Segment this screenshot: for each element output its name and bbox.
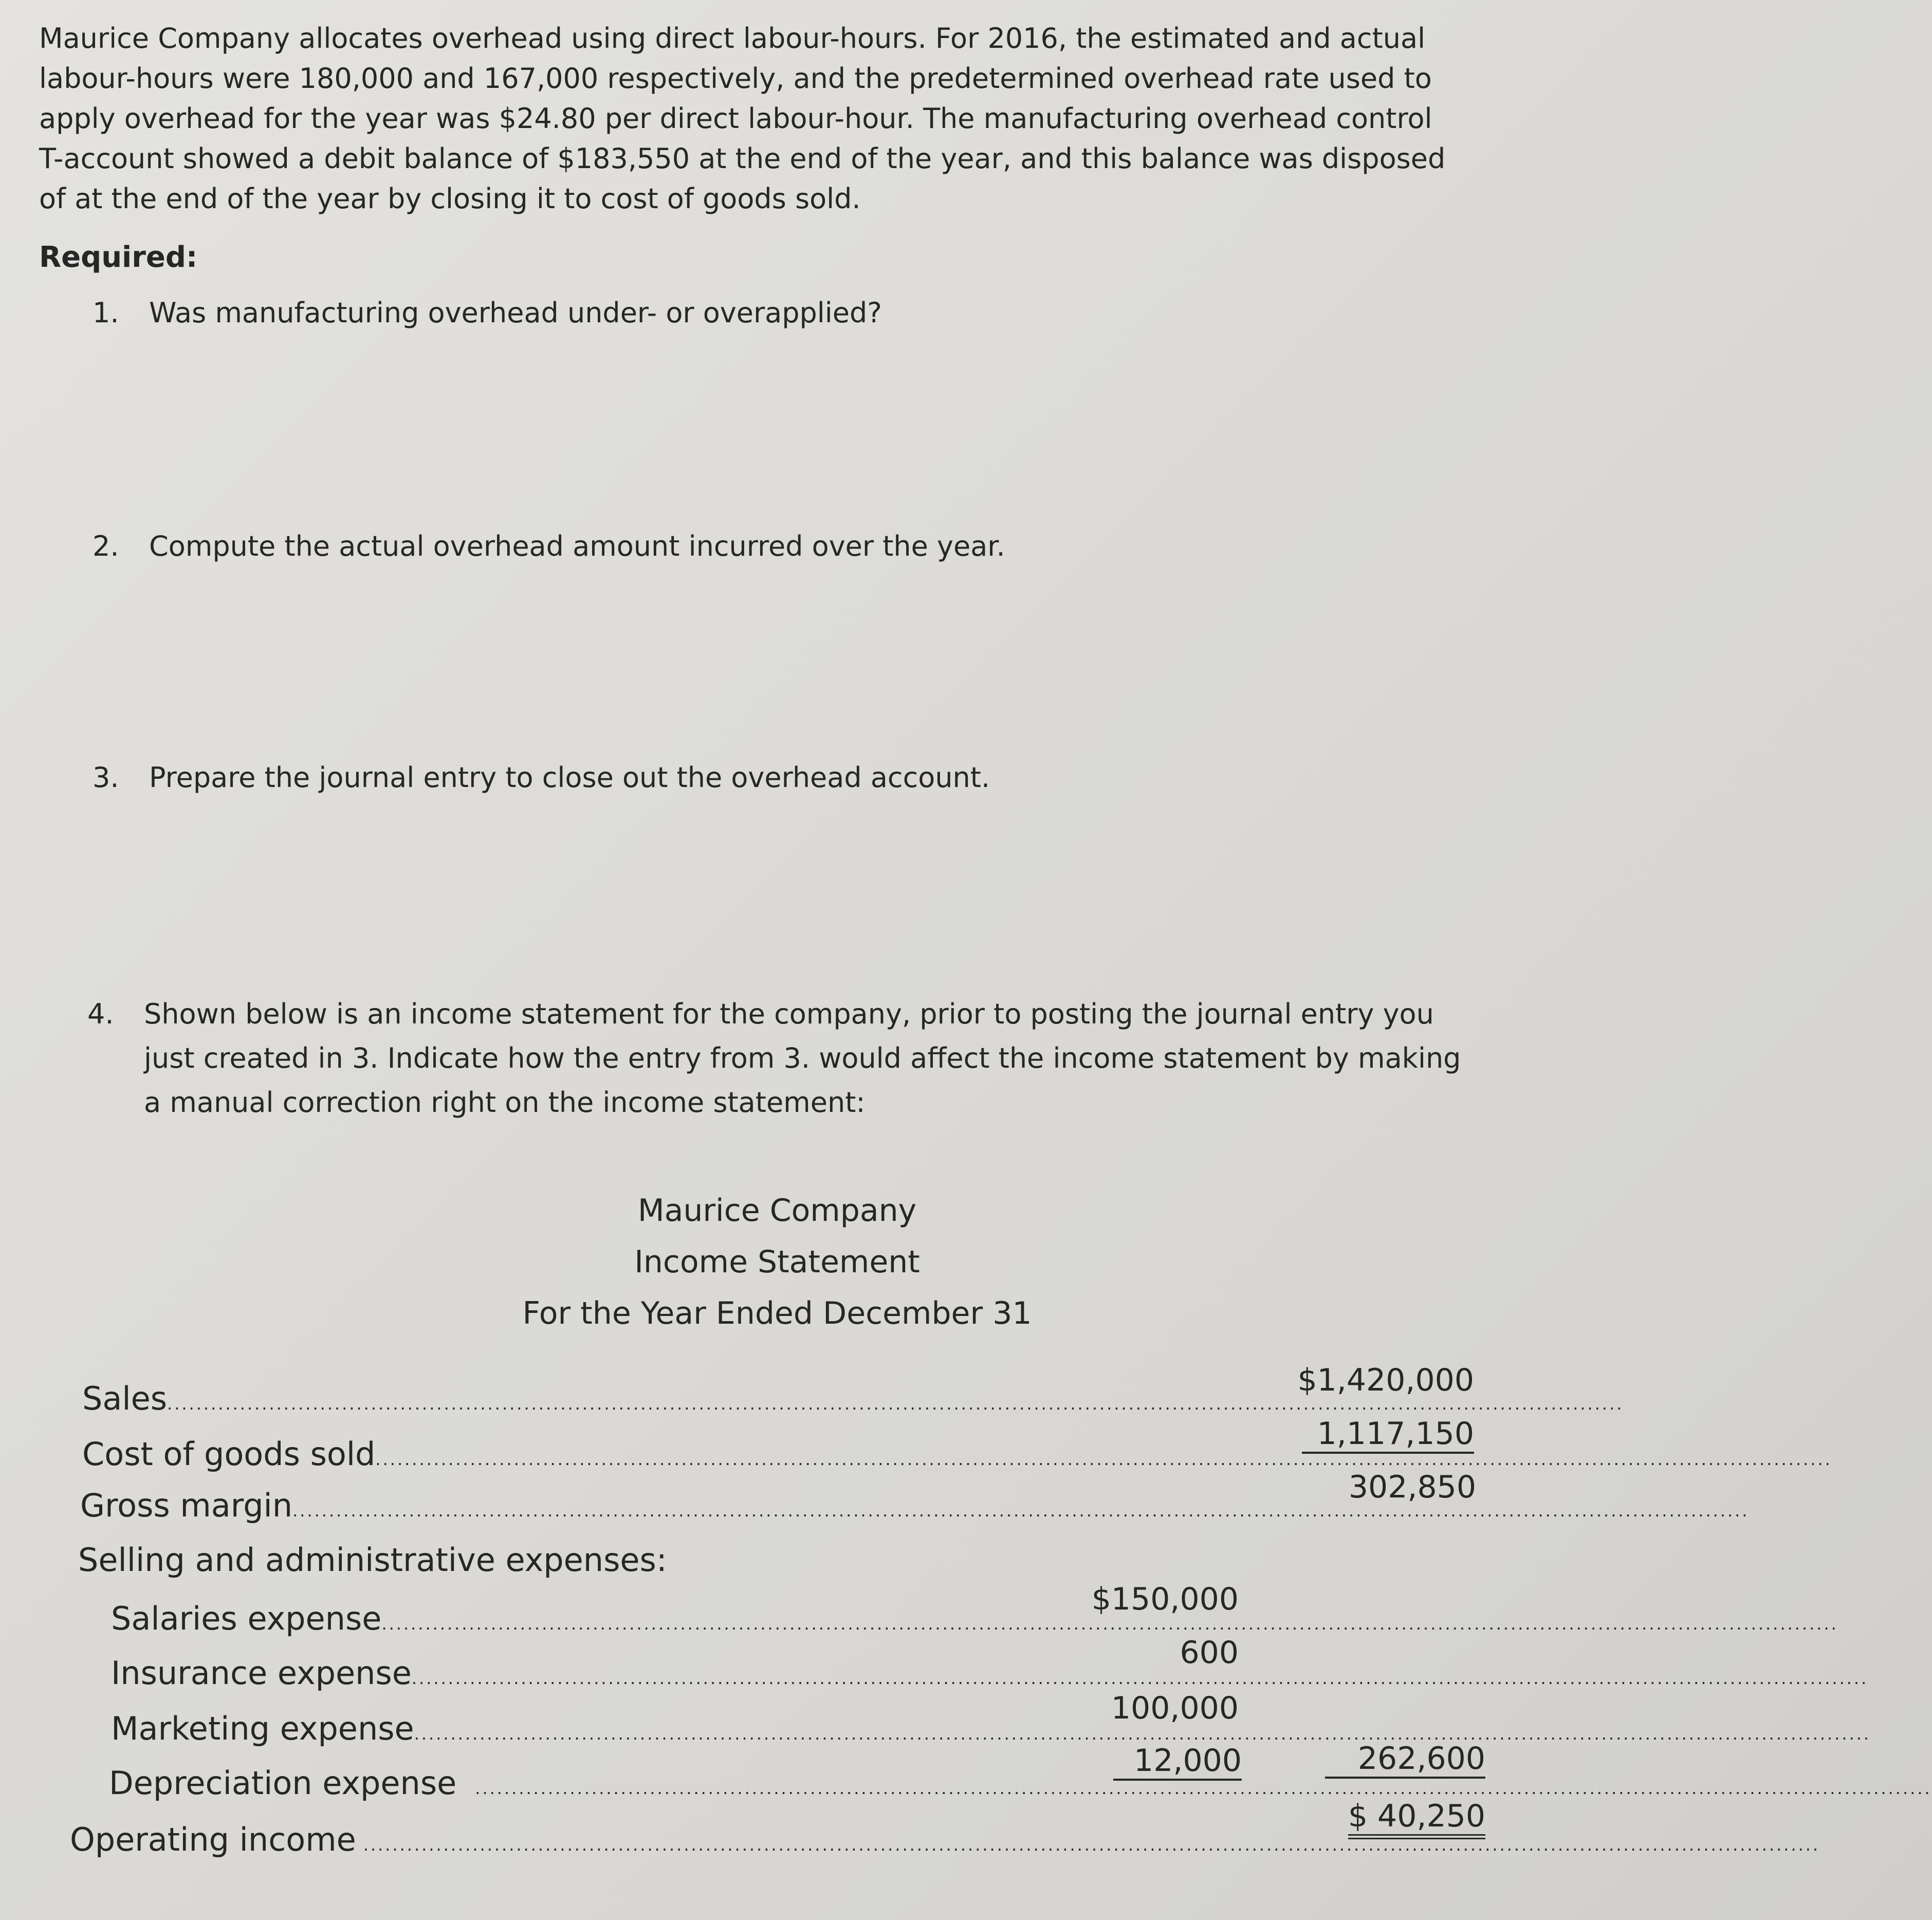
question-number: 4.: [87, 998, 114, 1030]
statement-company-name: Maurice Company: [637, 1193, 917, 1229]
leader-dots: ........................................................................................................................................................................................................: [167, 1394, 1624, 1414]
operating-income-label: Operating income: [70, 1821, 356, 1858]
gross-margin-amount: 302,850: [1348, 1469, 1476, 1505]
insurance-amount: 600: [1180, 1635, 1239, 1671]
total-sga-amount: 262,600: [1325, 1741, 1485, 1779]
sga-label: Selling and administrative expenses:: [78, 1541, 667, 1579]
problem-intro: Maurice Company allocates overhead using direct labour-hours. For 2016, the estimated and actual labour-hours were 180,000 and 167,000 respectively, and the predetermined overhead rate used to apply overhead for the year was $24.80 per direct labour-hour. The manufacturing overhead control T-account showed a debit balance of $183,550 at the end of the year, and this balance was disposed of at the end of the year by closing it to cost of goods sold.: [39, 22, 1446, 215]
cogs-amount: 1,117,150: [1302, 1416, 1474, 1454]
depreciation-amount: 12,000: [1113, 1743, 1242, 1781]
salaries-label: Salaries expense: [111, 1600, 382, 1637]
sales-amount: $1,420,000: [1297, 1362, 1474, 1398]
question-2: [93, 524, 1480, 569]
required-heading: Required:: [39, 241, 198, 274]
leader-dots: ........................................................................................................................................................................................................: [414, 1724, 1871, 1744]
sga-heading: [78, 1537, 667, 1583]
depreciation-label: Depreciation expense: [109, 1764, 457, 1802]
leader-dots: ........................................................................................................................................................................................................: [381, 1614, 1838, 1634]
leader-dots: ........................................................................................................................................................................................................: [411, 1669, 1869, 1688]
marketing-label: Marketing expense: [111, 1710, 414, 1747]
question-text: Was manufacturing overhead under- or overapplied?: [149, 297, 882, 329]
gross-margin-label: Gross margin: [80, 1487, 293, 1524]
operating-income-amount: $ 40,250: [1348, 1798, 1485, 1839]
marketing-amount: 100,000: [1111, 1690, 1239, 1726]
question-number: 1.: [93, 297, 119, 329]
question-1: [93, 291, 1480, 335]
insurance-label: Insurance expense: [111, 1654, 412, 1692]
question-3: [93, 756, 1480, 800]
sales-label: Sales: [82, 1380, 168, 1417]
leader-dots: ........................................................................................................................................................................................................: [292, 1501, 1750, 1521]
statement-title: Income Statement: [634, 1244, 920, 1280]
salaries-amount: $150,000: [1091, 1581, 1239, 1617]
operating-income-row: [70, 1817, 1820, 1863]
question-number: 3.: [93, 761, 119, 794]
statement-period: For the Year Ended December 31: [522, 1295, 1032, 1331]
leader-dots: ........................................................................................................................................................................................................: [363, 1835, 1820, 1855]
question-text: Compute the actual overhead amount incurred over the year.: [149, 530, 1005, 562]
question-4: [87, 992, 1475, 1125]
cogs-label: Cost of goods sold: [82, 1435, 376, 1473]
leader-dots: ........................................................................................................................................................................................................: [475, 1779, 1932, 1798]
question-number: 2.: [93, 530, 119, 562]
question-text: Shown below is an income statement for the company, prior to posting the journal entry you just created in 3. Indicate how the entry from 3. would affect the income statement by making a manual correction right on the income statement:: [144, 998, 1461, 1119]
leader-dots: ........................................................................................................................................................................................................: [375, 1450, 1832, 1469]
question-text: Prepare the journal entry to close out the overhead account.: [149, 761, 990, 794]
